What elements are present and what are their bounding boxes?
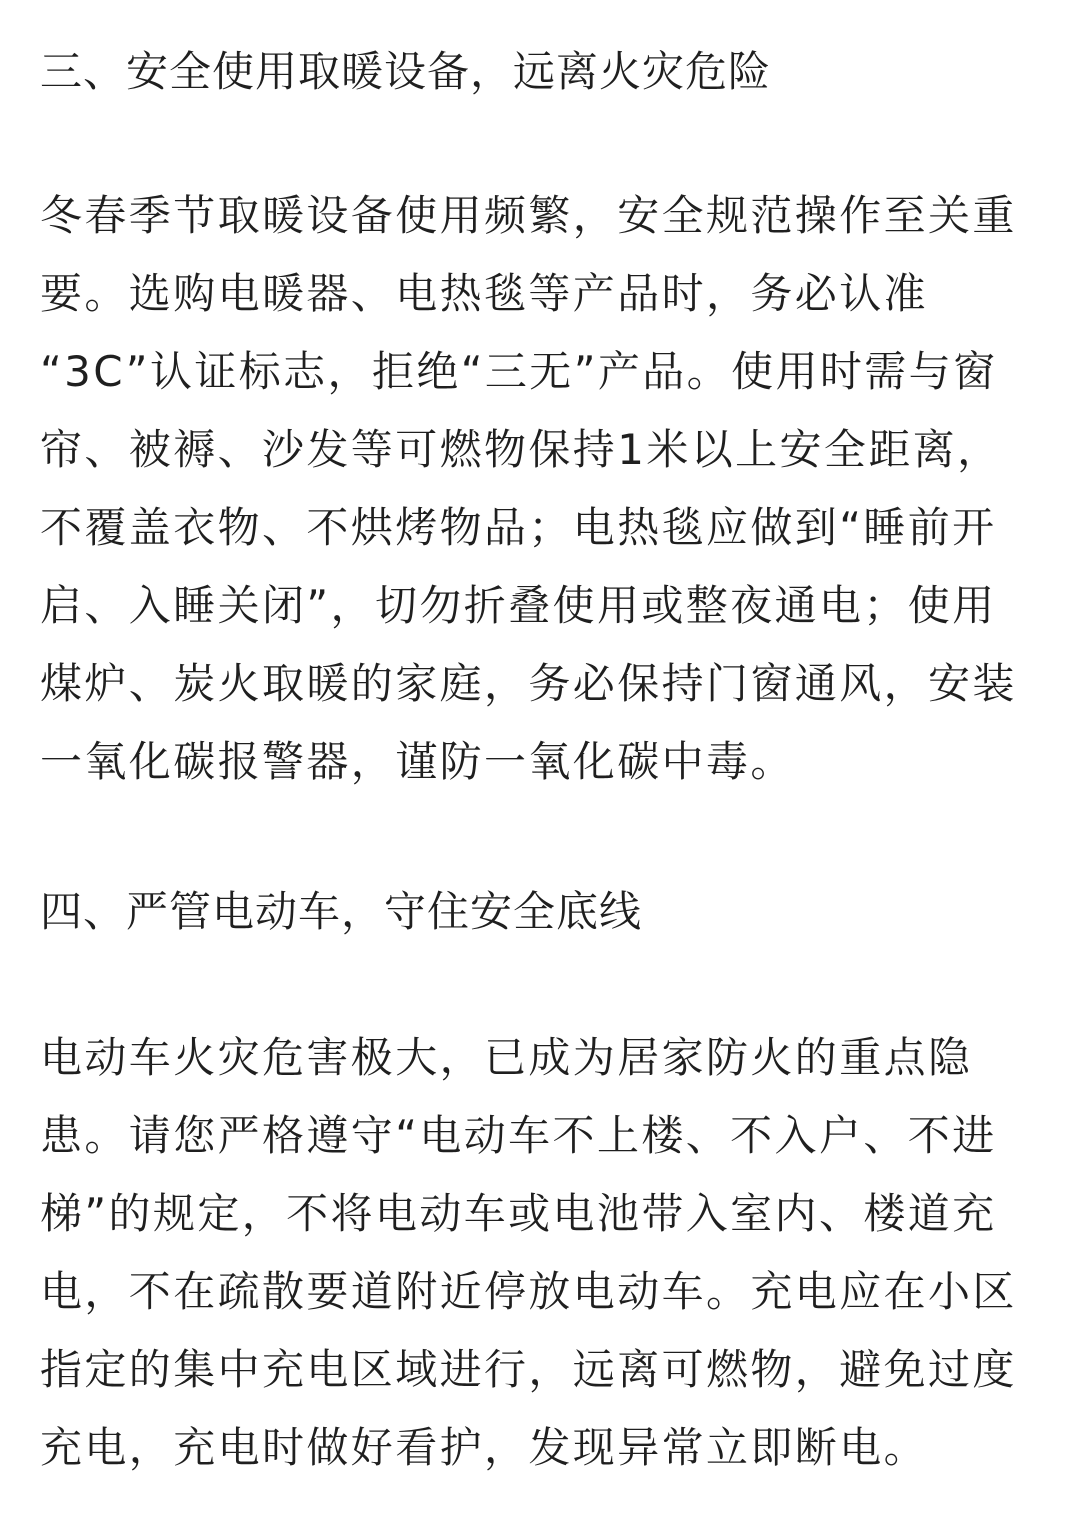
section-heading-3: 三、安全使用取暖设备，远离火灾危险 [40,47,772,96]
paragraph-line: 电，不在疏散要道附近停放电动车。充电应在小区 [40,1267,1017,1316]
paragraph-line: 一氧化碳报警器，谨防一氧化碳中毒。 [40,737,795,786]
paragraph-line: 电动车火灾危害极大，已成为居家防火的重点隐 [40,1033,973,1082]
paragraph-line: “3C”认证标志，拒绝“三无”产品。使用时需与窗 [40,347,998,396]
paragraph-line: 启、入睡关闭”，切勿折叠使用或整夜通电；使用 [40,581,997,630]
paragraph-line: 梯”的规定，不将电动车或电池带入室内、楼道充 [40,1189,997,1238]
paragraph-line: 患。请您严格遵守“电动车不上楼、不入户、不进 [40,1111,997,1160]
paragraph-line: 不覆盖衣物、不烘烤物品；电热毯应做到“睡前开 [40,503,997,552]
paragraph-line: 充电，充电时做好看护，发现异常立即断电。 [40,1423,929,1472]
paragraph-line: 指定的集中充电区域进行，远离可燃物，避免过度 [40,1345,1017,1394]
section-heading-4: 四、严管电动车，守住安全底线 [40,887,643,936]
paragraph-line: 煤炉、炭火取暖的家庭，务必保持门窗通风，安装 [40,659,1017,708]
paragraph-line: 帘、被褥、沙发等可燃物保持1米以上安全距离， [40,425,1002,474]
paragraph-line: 冬春季节取暖设备使用频繁，安全规范操作至关重 [40,191,1017,240]
paragraph-line: 要。选购电暖器、电热毯等产品时，务必认准 [40,269,929,318]
